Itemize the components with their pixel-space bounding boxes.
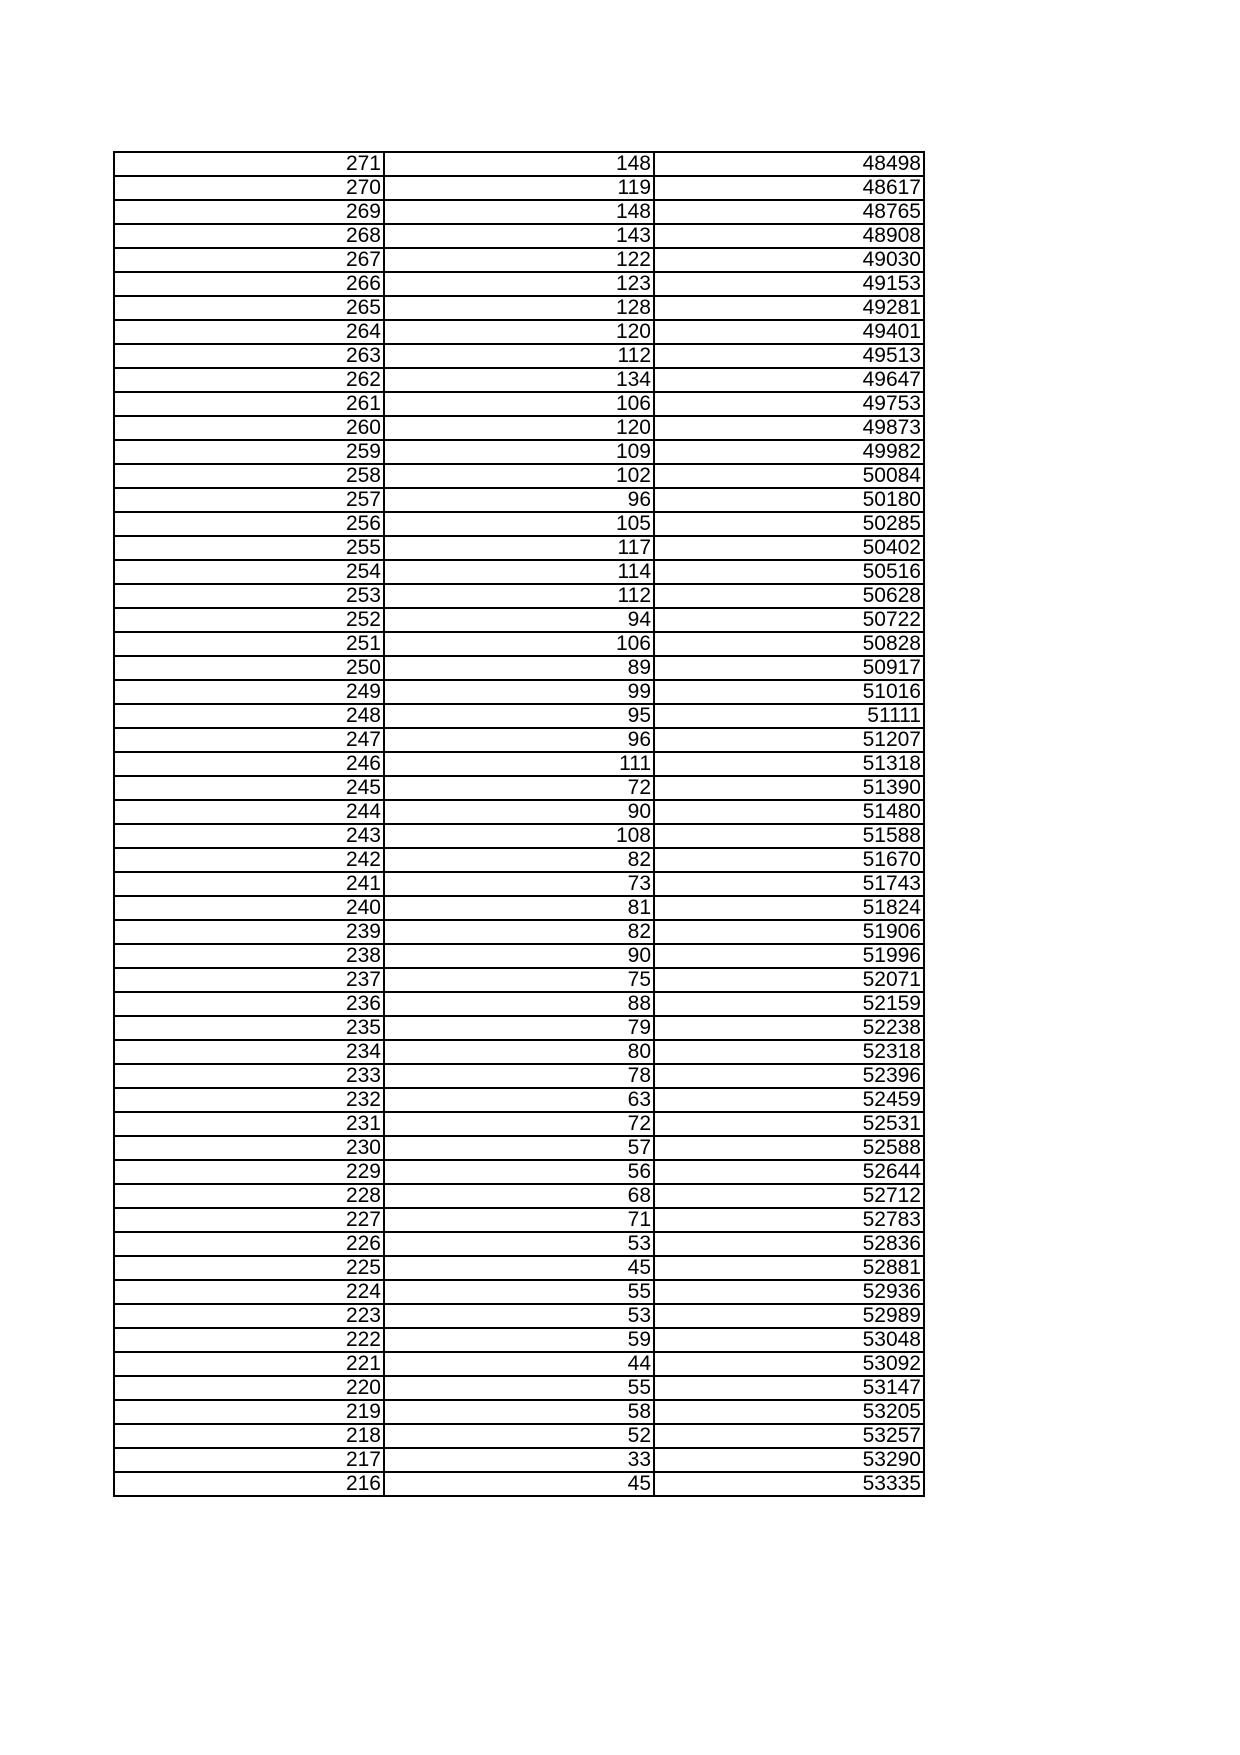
score-cell: 223 [114, 1304, 384, 1328]
table-row [114, 512, 924, 536]
cumulative-cell: 50285 [654, 512, 924, 536]
count-cell: 120 [384, 416, 654, 440]
cumulative-cell: 51906 [654, 920, 924, 944]
table-row [114, 872, 924, 896]
cumulative-cell: 52396 [654, 1064, 924, 1088]
table-row [114, 1232, 924, 1256]
cumulative-cell: 51111 [654, 704, 924, 728]
cumulative-cell: 53205 [654, 1400, 924, 1424]
cumulative-cell: 49513 [654, 344, 924, 368]
cumulative-cell: 52783 [654, 1208, 924, 1232]
score-cell: 218 [114, 1424, 384, 1448]
table-row [114, 344, 924, 368]
count-cell: 90 [384, 944, 654, 968]
cumulative-cell: 51743 [654, 872, 924, 896]
count-cell: 109 [384, 440, 654, 464]
cumulative-cell: 50628 [654, 584, 924, 608]
table-row [114, 200, 924, 224]
table-row [114, 464, 924, 488]
count-cell: 81 [384, 896, 654, 920]
table-row [114, 1136, 924, 1160]
cumulative-cell: 53092 [654, 1352, 924, 1376]
table-row [114, 992, 924, 1016]
table-row [114, 752, 924, 776]
table-row [114, 1064, 924, 1088]
score-cell: 271 [114, 152, 384, 176]
count-cell: 55 [384, 1280, 654, 1304]
cumulative-cell: 50917 [654, 656, 924, 680]
score-cell: 235 [114, 1016, 384, 1040]
cumulative-cell: 51824 [654, 896, 924, 920]
table-row [114, 392, 924, 416]
table-row [114, 320, 924, 344]
score-cell: 247 [114, 728, 384, 752]
score-cell: 248 [114, 704, 384, 728]
score-cell: 266 [114, 272, 384, 296]
count-cell: 96 [384, 488, 654, 512]
count-cell: 56 [384, 1160, 654, 1184]
score-cell: 226 [114, 1232, 384, 1256]
count-cell: 53 [384, 1232, 654, 1256]
cumulative-cell: 49873 [654, 416, 924, 440]
score-cell: 253 [114, 584, 384, 608]
score-cell: 227 [114, 1208, 384, 1232]
count-cell: 119 [384, 176, 654, 200]
table-row [114, 1304, 924, 1328]
table-row [114, 896, 924, 920]
table-row [114, 800, 924, 824]
cumulative-cell: 51318 [654, 752, 924, 776]
score-cell: 216 [114, 1472, 384, 1496]
cumulative-cell: 50180 [654, 488, 924, 512]
table-row [114, 656, 924, 680]
count-cell: 33 [384, 1448, 654, 1472]
cumulative-cell: 52318 [654, 1040, 924, 1064]
count-cell: 143 [384, 224, 654, 248]
cumulative-cell: 52531 [654, 1112, 924, 1136]
table-row [114, 176, 924, 200]
cumulative-cell: 49647 [654, 368, 924, 392]
count-cell: 122 [384, 248, 654, 272]
count-cell: 95 [384, 704, 654, 728]
count-cell: 89 [384, 656, 654, 680]
table-row [114, 824, 924, 848]
table-row [114, 296, 924, 320]
count-cell: 90 [384, 800, 654, 824]
cumulative-cell: 50516 [654, 560, 924, 584]
score-cell: 237 [114, 968, 384, 992]
table-row [114, 224, 924, 248]
table-row [114, 248, 924, 272]
count-cell: 71 [384, 1208, 654, 1232]
cumulative-cell: 49153 [654, 272, 924, 296]
count-cell: 72 [384, 776, 654, 800]
count-cell: 52 [384, 1424, 654, 1448]
table-row [114, 416, 924, 440]
score-cell: 246 [114, 752, 384, 776]
table-row [114, 1448, 924, 1472]
cumulative-cell: 53290 [654, 1448, 924, 1472]
cumulative-cell: 52989 [654, 1304, 924, 1328]
table-row [114, 776, 924, 800]
count-cell: 120 [384, 320, 654, 344]
score-cell: 258 [114, 464, 384, 488]
score-cell: 254 [114, 560, 384, 584]
score-cell: 241 [114, 872, 384, 896]
cumulative-cell: 48908 [654, 224, 924, 248]
score-cell: 238 [114, 944, 384, 968]
table-row [114, 728, 924, 752]
table-row [114, 152, 924, 176]
count-cell: 112 [384, 584, 654, 608]
cumulative-cell: 49030 [654, 248, 924, 272]
score-cell: 269 [114, 200, 384, 224]
score-cell: 232 [114, 1088, 384, 1112]
cumulative-cell: 52644 [654, 1160, 924, 1184]
count-cell: 123 [384, 272, 654, 296]
count-cell: 111 [384, 752, 654, 776]
score-cell: 265 [114, 296, 384, 320]
table-row [114, 1016, 924, 1040]
table-row [114, 488, 924, 512]
cumulative-cell: 50402 [654, 536, 924, 560]
count-cell: 99 [384, 680, 654, 704]
count-cell: 68 [384, 1184, 654, 1208]
table-row [114, 608, 924, 632]
table-row [114, 1424, 924, 1448]
score-cell: 242 [114, 848, 384, 872]
count-cell: 82 [384, 848, 654, 872]
cumulative-cell: 53335 [654, 1472, 924, 1496]
cumulative-cell: 52238 [654, 1016, 924, 1040]
score-cell: 255 [114, 536, 384, 560]
score-cell: 224 [114, 1280, 384, 1304]
count-cell: 75 [384, 968, 654, 992]
score-cell: 229 [114, 1160, 384, 1184]
count-cell: 117 [384, 536, 654, 560]
count-cell: 44 [384, 1352, 654, 1376]
cumulative-cell: 51016 [654, 680, 924, 704]
score-cell: 219 [114, 1400, 384, 1424]
table-row [114, 944, 924, 968]
table-row [114, 920, 924, 944]
count-cell: 128 [384, 296, 654, 320]
score-cell: 240 [114, 896, 384, 920]
cumulative-cell: 48765 [654, 200, 924, 224]
score-cell: 220 [114, 1376, 384, 1400]
score-cell: 222 [114, 1328, 384, 1352]
table-row [114, 368, 924, 392]
table-row [114, 1376, 924, 1400]
count-cell: 114 [384, 560, 654, 584]
table-row [114, 1160, 924, 1184]
score-cell: 239 [114, 920, 384, 944]
score-cell: 243 [114, 824, 384, 848]
cumulative-cell: 52836 [654, 1232, 924, 1256]
count-cell: 105 [384, 512, 654, 536]
table-row [114, 1352, 924, 1376]
table-row [114, 1088, 924, 1112]
cumulative-cell: 51480 [654, 800, 924, 824]
table-row [114, 1112, 924, 1136]
score-cell: 262 [114, 368, 384, 392]
cumulative-cell: 52159 [654, 992, 924, 1016]
score-cell: 236 [114, 992, 384, 1016]
cumulative-cell: 48617 [654, 176, 924, 200]
score-cell: 230 [114, 1136, 384, 1160]
score-cell: 217 [114, 1448, 384, 1472]
cumulative-cell: 49982 [654, 440, 924, 464]
count-cell: 112 [384, 344, 654, 368]
table-row [114, 536, 924, 560]
table-row [114, 1400, 924, 1424]
table-row [114, 632, 924, 656]
table-row [114, 1040, 924, 1064]
cumulative-cell: 48498 [654, 152, 924, 176]
cumulative-cell: 52881 [654, 1256, 924, 1280]
score-cell: 264 [114, 320, 384, 344]
count-cell: 94 [384, 608, 654, 632]
score-cell: 259 [114, 440, 384, 464]
cumulative-cell: 52712 [654, 1184, 924, 1208]
cumulative-cell: 52071 [654, 968, 924, 992]
count-cell: 55 [384, 1376, 654, 1400]
count-cell: 53 [384, 1304, 654, 1328]
count-cell: 45 [384, 1472, 654, 1496]
count-cell: 45 [384, 1256, 654, 1280]
table-row [114, 1184, 924, 1208]
score-cell: 270 [114, 176, 384, 200]
count-cell: 102 [384, 464, 654, 488]
cumulative-cell: 50722 [654, 608, 924, 632]
cumulative-cell: 51588 [654, 824, 924, 848]
score-cell: 267 [114, 248, 384, 272]
cumulative-cell: 52588 [654, 1136, 924, 1160]
count-cell: 96 [384, 728, 654, 752]
count-cell: 88 [384, 992, 654, 1016]
count-cell: 80 [384, 1040, 654, 1064]
count-cell: 79 [384, 1016, 654, 1040]
count-cell: 63 [384, 1088, 654, 1112]
table-row [114, 272, 924, 296]
table-row [114, 1208, 924, 1232]
score-cell: 252 [114, 608, 384, 632]
count-cell: 134 [384, 368, 654, 392]
cumulative-cell: 53048 [654, 1328, 924, 1352]
count-cell: 72 [384, 1112, 654, 1136]
count-cell: 58 [384, 1400, 654, 1424]
cumulative-cell: 50828 [654, 632, 924, 656]
cumulative-cell: 53257 [654, 1424, 924, 1448]
count-cell: 148 [384, 200, 654, 224]
data-table [113, 151, 925, 1497]
score-cell: 221 [114, 1352, 384, 1376]
score-cell: 263 [114, 344, 384, 368]
table-row [114, 440, 924, 464]
cumulative-cell: 51207 [654, 728, 924, 752]
cumulative-cell: 52936 [654, 1280, 924, 1304]
score-cell: 250 [114, 656, 384, 680]
table-row [114, 560, 924, 584]
score-cell: 251 [114, 632, 384, 656]
score-cell: 225 [114, 1256, 384, 1280]
score-cell: 249 [114, 680, 384, 704]
score-cell: 257 [114, 488, 384, 512]
score-cell: 260 [114, 416, 384, 440]
count-cell: 73 [384, 872, 654, 896]
score-cell: 228 [114, 1184, 384, 1208]
score-cell: 256 [114, 512, 384, 536]
cumulative-cell: 51390 [654, 776, 924, 800]
table-row [114, 1280, 924, 1304]
table-row [114, 704, 924, 728]
count-cell: 57 [384, 1136, 654, 1160]
cumulative-cell: 49281 [654, 296, 924, 320]
count-cell: 106 [384, 632, 654, 656]
score-cell: 268 [114, 224, 384, 248]
table-row [114, 968, 924, 992]
cumulative-cell: 51996 [654, 944, 924, 968]
score-cell: 261 [114, 392, 384, 416]
cumulative-cell: 49401 [654, 320, 924, 344]
cumulative-cell: 49753 [654, 392, 924, 416]
cumulative-cell: 51670 [654, 848, 924, 872]
table-row [114, 848, 924, 872]
table-row [114, 1328, 924, 1352]
count-cell: 148 [384, 152, 654, 176]
table-row [114, 1256, 924, 1280]
count-cell: 78 [384, 1064, 654, 1088]
score-cell: 244 [114, 800, 384, 824]
cumulative-cell: 53147 [654, 1376, 924, 1400]
score-cell: 245 [114, 776, 384, 800]
cumulative-cell: 50084 [654, 464, 924, 488]
score-cell: 233 [114, 1064, 384, 1088]
table-body [114, 152, 924, 1496]
score-cell: 231 [114, 1112, 384, 1136]
cumulative-cell: 52459 [654, 1088, 924, 1112]
score-cell: 234 [114, 1040, 384, 1064]
table-row [114, 584, 924, 608]
count-cell: 106 [384, 392, 654, 416]
count-cell: 108 [384, 824, 654, 848]
count-cell: 82 [384, 920, 654, 944]
table-row [114, 680, 924, 704]
count-cell: 59 [384, 1328, 654, 1352]
table-row [114, 1472, 924, 1496]
